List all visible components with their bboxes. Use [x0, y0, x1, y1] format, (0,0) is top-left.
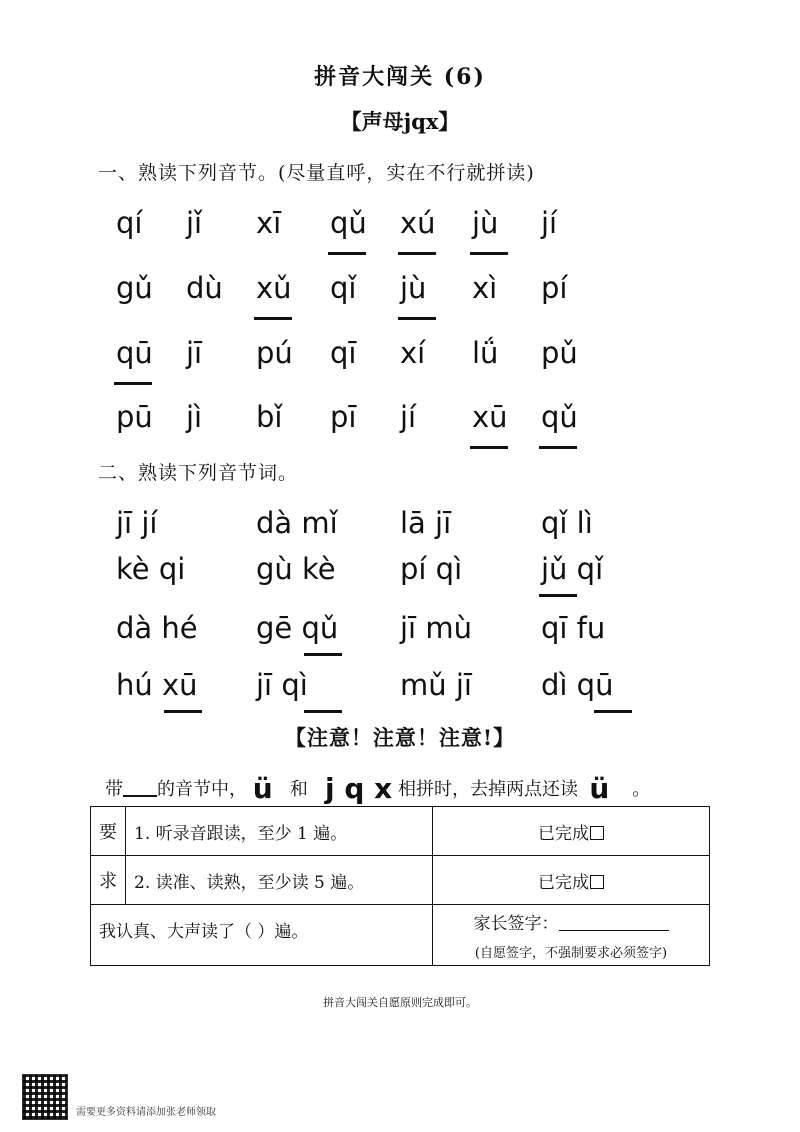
rule-u1: ü	[252, 772, 273, 805]
section-1-heading: 一、熟读下列音节。(尽量直呼，实在不行就拼读)	[98, 162, 535, 184]
req-item-1: 1. 听录音跟读，至少 1 遍。	[126, 807, 433, 856]
syllable: qǐ	[330, 271, 357, 305]
syllable: gǔ	[116, 271, 153, 305]
syllable-word: dà mǐ	[256, 506, 338, 540]
syllable: qí	[116, 206, 143, 240]
syllable-word: gē qǔ	[256, 611, 339, 645]
syllable-word: dì qū	[541, 668, 614, 702]
syllable: jī	[186, 336, 203, 370]
syllable: xì	[472, 271, 498, 305]
syllable-word: jǔ qǐ	[541, 552, 604, 586]
syllable-word: qǐ lì	[541, 506, 593, 540]
syllable-underline	[398, 252, 436, 255]
syllable-word: pí qì	[400, 552, 463, 586]
parent-sign-cell	[433, 905, 710, 966]
rule-text	[105, 772, 650, 805]
checkbox-1[interactable]	[590, 826, 604, 840]
syllable-word: lā jī	[400, 506, 452, 540]
syllable: pū	[116, 400, 153, 434]
syllable-underline	[470, 252, 508, 255]
checkbox-2[interactable]	[590, 875, 604, 889]
syllable-word: gù kè	[256, 552, 336, 586]
syllable: lǘ	[472, 336, 499, 370]
syllable-word: jī mù	[400, 611, 472, 645]
syllable: jù	[472, 206, 499, 240]
syllable: xū	[472, 400, 508, 434]
syllable-underline	[470, 446, 508, 449]
parent-sign-label: 家长签字：	[473, 914, 559, 934]
syllable: qǔ	[330, 206, 367, 240]
word-underline	[304, 710, 342, 713]
syllable: pí	[541, 271, 568, 305]
syllable-word: dà hé	[116, 611, 198, 645]
syllable-underline	[328, 252, 366, 255]
page-title: 拼音大闯关 (6)	[314, 64, 486, 90]
underline-blank	[123, 777, 157, 797]
syllable-underline	[114, 382, 152, 385]
word-underline	[304, 653, 342, 656]
done-label: 已完成	[538, 823, 589, 844]
qr-caption: 需要更多资料请添加张老师领取	[76, 1107, 216, 1118]
rule-mid2: 相拼时，去掉两点还读	[397, 779, 578, 800]
syllable: dù	[186, 271, 223, 305]
syllable: pī	[330, 400, 357, 434]
syllable: qī	[330, 336, 357, 370]
word-underline	[594, 710, 632, 713]
qr-code-icon	[22, 1074, 68, 1120]
read-count: 我认真、大声读了（ ）遍。	[91, 905, 433, 966]
section-2-heading: 二、熟读下列音节词。	[98, 462, 299, 484]
word-underline	[164, 710, 202, 713]
syllable-word: kè qi	[116, 552, 186, 586]
syllable: pú	[256, 336, 293, 370]
syllable: qǔ	[541, 400, 578, 434]
rule-end: 。	[632, 779, 651, 800]
rule-jqx: j q x	[325, 772, 393, 805]
syllable: xú	[400, 206, 436, 240]
rule-u2: ü	[589, 772, 610, 805]
syllable: bǐ	[256, 400, 283, 434]
req-item-2: 2. 读准、读熟，至少读 5 遍。	[126, 856, 433, 905]
done-label: 已完成	[538, 872, 589, 893]
syllable: jí	[541, 206, 558, 240]
requirements-table	[90, 806, 710, 966]
syllable: xí	[400, 336, 426, 370]
syllable: jì	[186, 400, 203, 434]
syllable: xī	[256, 206, 282, 240]
syllable: jí	[400, 400, 417, 434]
footer-note: 拼音大闯关自愿原则完成即可。	[323, 996, 477, 1009]
word-underline	[539, 594, 577, 597]
rule-prefix: 带	[105, 779, 123, 800]
syllable: jù	[400, 271, 427, 305]
req-label-1: 要	[91, 807, 126, 856]
sign-note: (自愿签字，不强制要求必须签字)	[474, 946, 668, 961]
rule-mid1: 的音节中，	[157, 779, 247, 800]
syllable: xǔ	[256, 271, 292, 305]
page-subtitle: 【声母jqx】	[340, 109, 460, 134]
req-done-1	[433, 807, 710, 856]
syllable-word: jī qì	[256, 668, 308, 702]
syllable-underline	[254, 317, 292, 320]
notice-banner: 【注意！注意！注意!】	[284, 725, 516, 750]
req-done-2	[433, 856, 710, 905]
syllable: qū	[116, 336, 153, 370]
syllable-word: jī jí	[116, 506, 158, 540]
req-label-2: 求	[91, 856, 126, 905]
syllable: pǔ	[541, 336, 578, 370]
syllable: jǐ	[186, 206, 203, 240]
syllable-word: mǔ jī	[400, 668, 472, 702]
syllable-word: qī fu	[541, 611, 606, 645]
syllable-word: hú xū	[116, 668, 198, 702]
syllable-underline	[539, 446, 577, 449]
rule-and: 和	[289, 779, 308, 800]
syllable-underline	[398, 317, 436, 320]
signature-line[interactable]	[559, 914, 669, 931]
